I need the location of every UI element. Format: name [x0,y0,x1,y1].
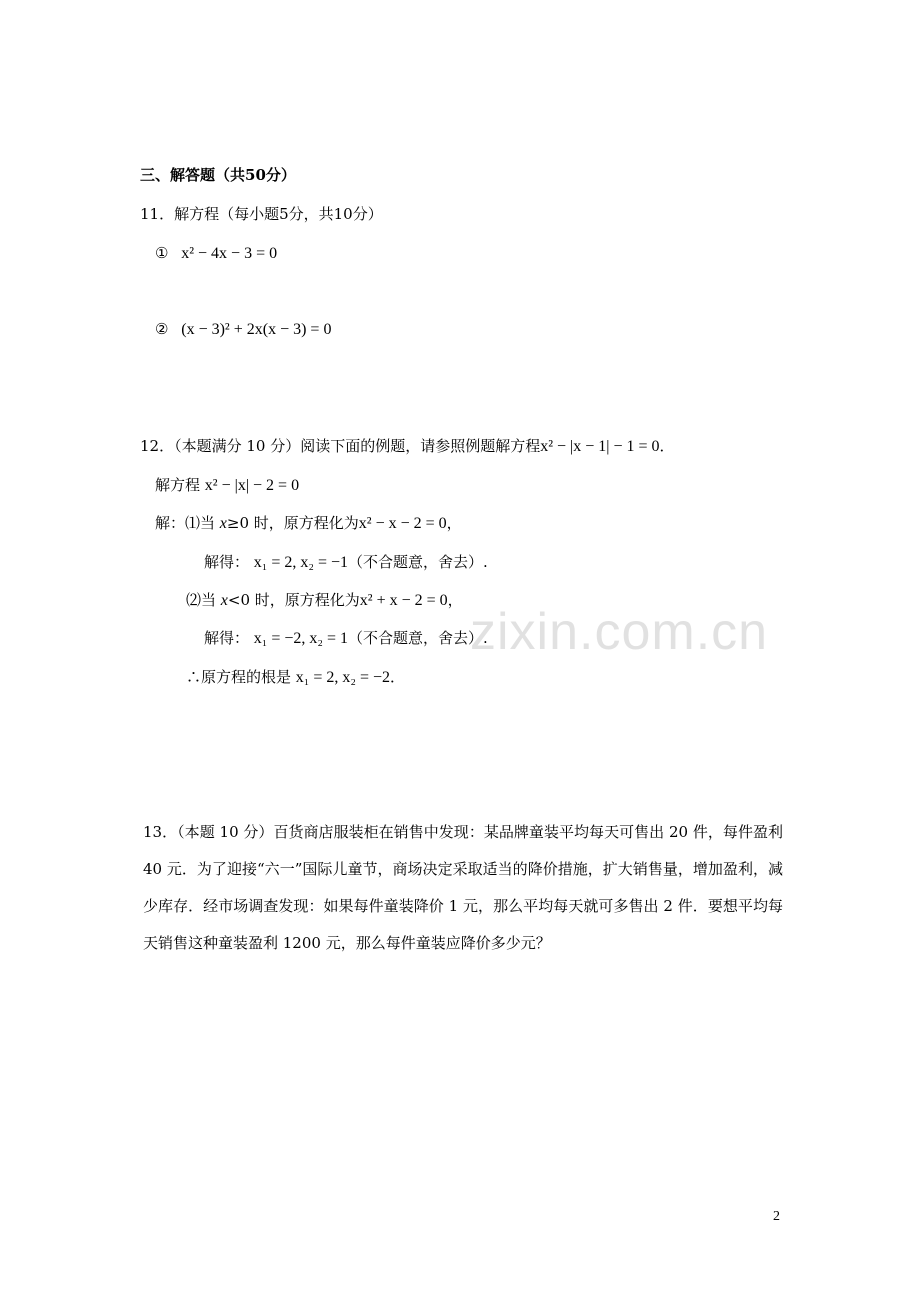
q12-case1-result-label: 解得： [204,553,250,571]
q12-conclusion-roots: x₁ = 2, x₂ = −2 [295,669,391,686]
q11-eq2-formula: (x − 3)² + 2x(x − 3) = 0 [181,321,332,338]
q12-title-text: 12．（本题满分 10 分）阅读下面的例题，请参照例题解方程 [140,437,541,455]
page-number: 2 [773,1209,780,1224]
q12-example [155,475,299,496]
q12-case2-result-label: 解得： [204,629,250,647]
q12-conclusion-suffix: ． [390,668,406,686]
q11-title: 11．解方程（每小题5分，共10分） [140,205,383,223]
q12-title-suffix: ． [659,437,675,455]
q12-example-label: 解方程 [155,476,201,494]
q11-eq1-formula: x² − 4x − 3 = 0 [181,245,278,262]
q12-case2-roots: x₁ = −2, x₂ = 1 [253,630,349,647]
q11-eq2 [155,319,331,340]
q13-text: 13．（本题 10 分）百货商店服装柜在销售中发现：某品牌童装平均每天可售出 20 件，每件盈利 40 元．为了迎接“六一”国际儿童节，商场决定采取适当的降价措施，扩大销售量，增加盈利，减少库存．经市场调查发现：如果每件童装降价 1 元，那么平均每天就可多售出 2 件．要想平均每天销售这种童装盈利 1200 元，那么每件童装应降价多少元？ [143,823,783,952]
q12-case1-roots: x₁ = 2, x₂ = −1 [253,554,349,571]
q11-eq2-number: ② [155,320,169,338]
q12-case1-suffix: ， [446,514,462,532]
q12-case1-result [204,552,488,573]
q12-case1-note: （不合题意，舍去）. [348,553,488,571]
watermark: zixin.com.cn [470,603,769,661]
q12-case2-prefix: ⑵当 [186,591,217,609]
q12-case1-variable: x [219,515,227,532]
q12-example-equation: x² − |x| − 2 = 0 [204,477,300,494]
q12-case2-result [204,628,488,649]
q12-case2-condition: <0 时，原方程化为 [227,591,360,609]
q12-case2-note: （不合题意，舍去）. [348,629,488,647]
q12-case2-equation: x² + x − 2 = 0 [359,592,448,609]
section-title: 三、解答题（共50分） [140,166,296,184]
q12-case1-prefix: 解：⑴当 [155,514,216,532]
q12-case2-variable: x [220,592,228,609]
q11-eq1 [155,243,277,264]
q12-conclusion [186,667,405,688]
q12-title-equation: x² − |x − 1| − 1 = 0 [540,438,660,455]
q12-case1-equation: x² − x − 2 = 0 [358,515,447,532]
q11-eq1-number: ① [155,244,169,262]
q12-case2-suffix: ， [447,591,463,609]
q12-title [140,436,675,457]
q12-case1 [155,513,462,534]
q12-conclusion-prefix: ∴原方程的根是 [186,668,292,686]
q12-case1-condition: ≥0 时，原方程化为 [226,514,359,532]
q12-case2 [186,590,463,611]
